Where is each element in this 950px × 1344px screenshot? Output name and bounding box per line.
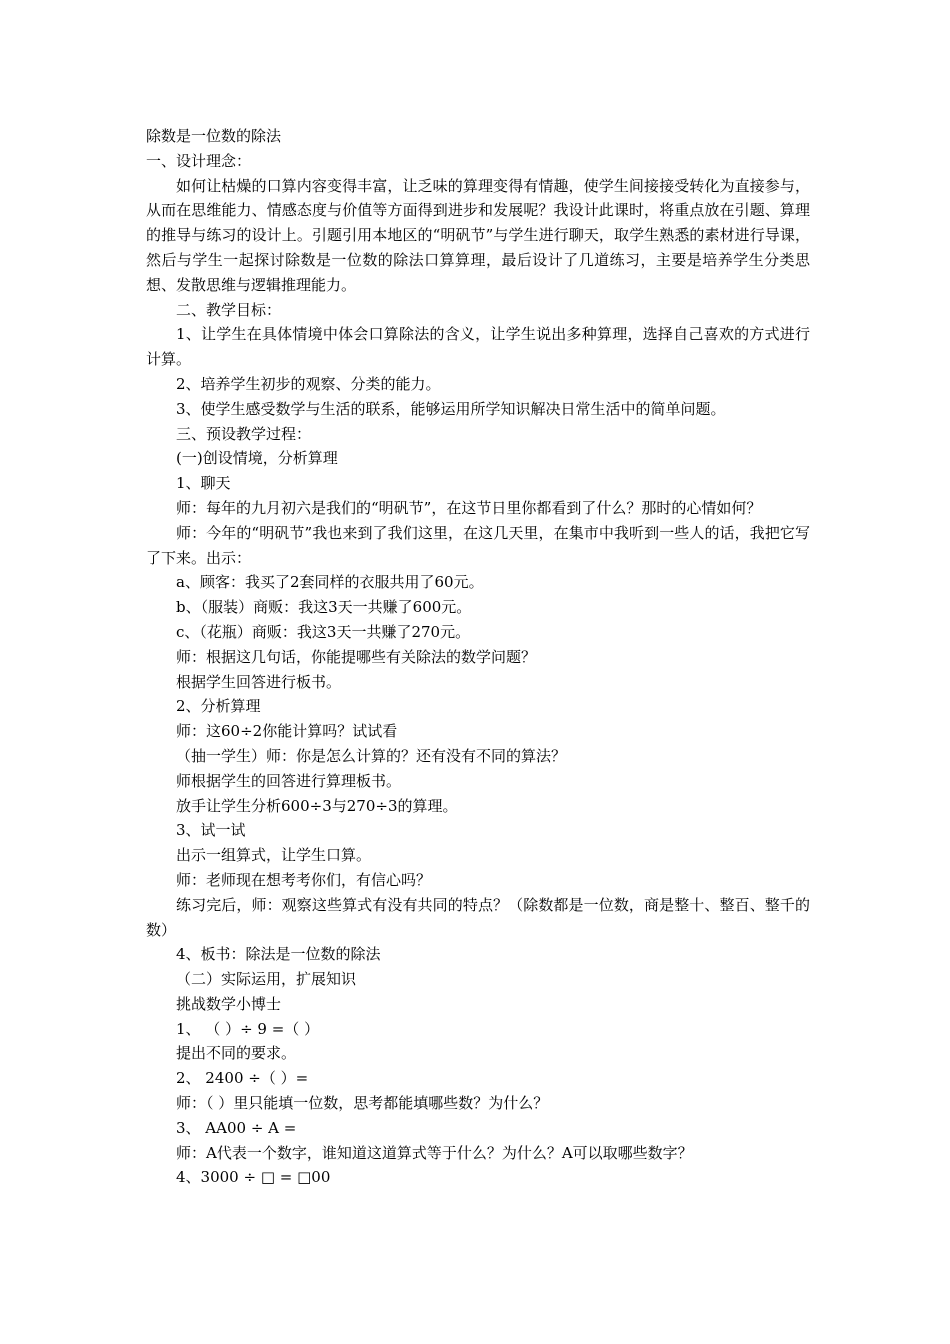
- document-title: 除数是一位数的除法: [146, 127, 282, 145]
- step-heading-2: 2、分析算理: [176, 697, 261, 716]
- question-3-note: 师：A代表一个数字，谁知道这道算式等于什么？为什么？A可以取哪些数字？: [176, 1143, 693, 1162]
- goal-item-1: 1、让学生在具体情境中体会口算除法的含义，让学生说出多种算理，选择自己喜欢的方式进行计算。: [146, 325, 810, 369]
- step-heading-3: 3、试一试: [176, 821, 246, 840]
- question-3: 3、 AA00 ÷ A =: [176, 1118, 297, 1137]
- goal-item-2: 2、培养学生初步的观察、分类的能力。: [176, 374, 441, 393]
- question-1: 1、 （ ）÷ 9 =（ ）: [176, 1019, 320, 1038]
- part-heading-1: (一)创设情境，分析算理: [176, 449, 338, 468]
- text-line: 根据学生回答进行板书。: [176, 672, 342, 691]
- question-1-note: 提出不同的要求。: [176, 1044, 297, 1063]
- design-concept-paragraph: 如何让枯燥的口算内容变得丰富，让乏味的算理变得有情趣，使学生间接接受转化为直接参与，从而在思维能力、情感态度与价值等方面得到进步和发展呢？我设计此课时，将重点放在引题、算理的推导与练习的设计上。引题引用本地区的“明矾节”与学生进行聊天，取学生熟悉的素材进行导课，然后与学生一起探讨除数是一位数的除法口算算理，最后设计了几道练习，主要是培养学生分类思想、发散思维与逻辑推理能力。: [146, 176, 810, 294]
- text-line: 放手让学生分析600÷3与270÷3的算理。: [176, 796, 458, 815]
- text-line: 师根据学生的回答进行算理板书。: [176, 771, 402, 790]
- text-line: 师：这60÷2你能计算吗？试试看: [176, 722, 398, 741]
- list-item-b: b、（服装）商贩：我这3天一共赚了600元。: [176, 598, 472, 617]
- text-line: 师：每年的九月初六是我们的“明矾节”，在这节日里你都看到了什么？那时的心情如何？: [176, 498, 762, 517]
- question-4: 4、3000 ÷ □ = □00: [176, 1168, 331, 1187]
- list-item-c: c、（花瓶）商贩：我这3天一共赚了270元。: [176, 622, 471, 641]
- section-heading-teaching-goals: 二、教学目标：: [176, 300, 282, 319]
- text-line: 练习完后，师：观察这些算式有没有共同的特点？（除数都是一位数，商是整十、整百、整千的数）: [146, 895, 810, 939]
- text-line: 出示一组算式，让学生口算。: [176, 846, 372, 865]
- goal-item-3: 3、使学生感受数学与生活的联系，能够运用所学知识解决日常生活中的简单问题。: [176, 399, 726, 418]
- text-line: 师：根据这几句话，你能提哪些有关除法的数学问题？: [176, 647, 537, 666]
- document-body: [146, 124, 810, 1190]
- question-2-note: 师：（ ）里只能填一位数，思考都能填哪些数？为什么？: [176, 1094, 549, 1113]
- part-heading-2: （二）实际运用，扩展知识: [176, 970, 357, 989]
- step-heading-4: 4、板书：除法是一位数的除法: [176, 945, 381, 964]
- question-2: 2、 2400 ÷（ ）=: [176, 1069, 309, 1088]
- section-heading-process: 三、预设教学过程：: [176, 424, 312, 443]
- text-line: 师：老师现在想考考你们，有信心吗？: [176, 870, 432, 889]
- step-heading-1: 1、聊天: [176, 474, 231, 493]
- section-heading-design-concept: 一、设计理念：: [146, 151, 252, 170]
- list-item-a: a、顾客：我买了2套同样的衣服共用了60元。: [176, 573, 484, 592]
- text-line: （抽一学生）师：你是怎么计算的？还有没有不同的算法？: [176, 746, 567, 765]
- text-line: 师：今年的“明矾节”我也来到了我们这里，在这几天里，在集市中我听到一些人的话，我把它写了下来。出示：: [146, 523, 810, 567]
- challenge-title: 挑战数学小博士: [176, 994, 282, 1013]
